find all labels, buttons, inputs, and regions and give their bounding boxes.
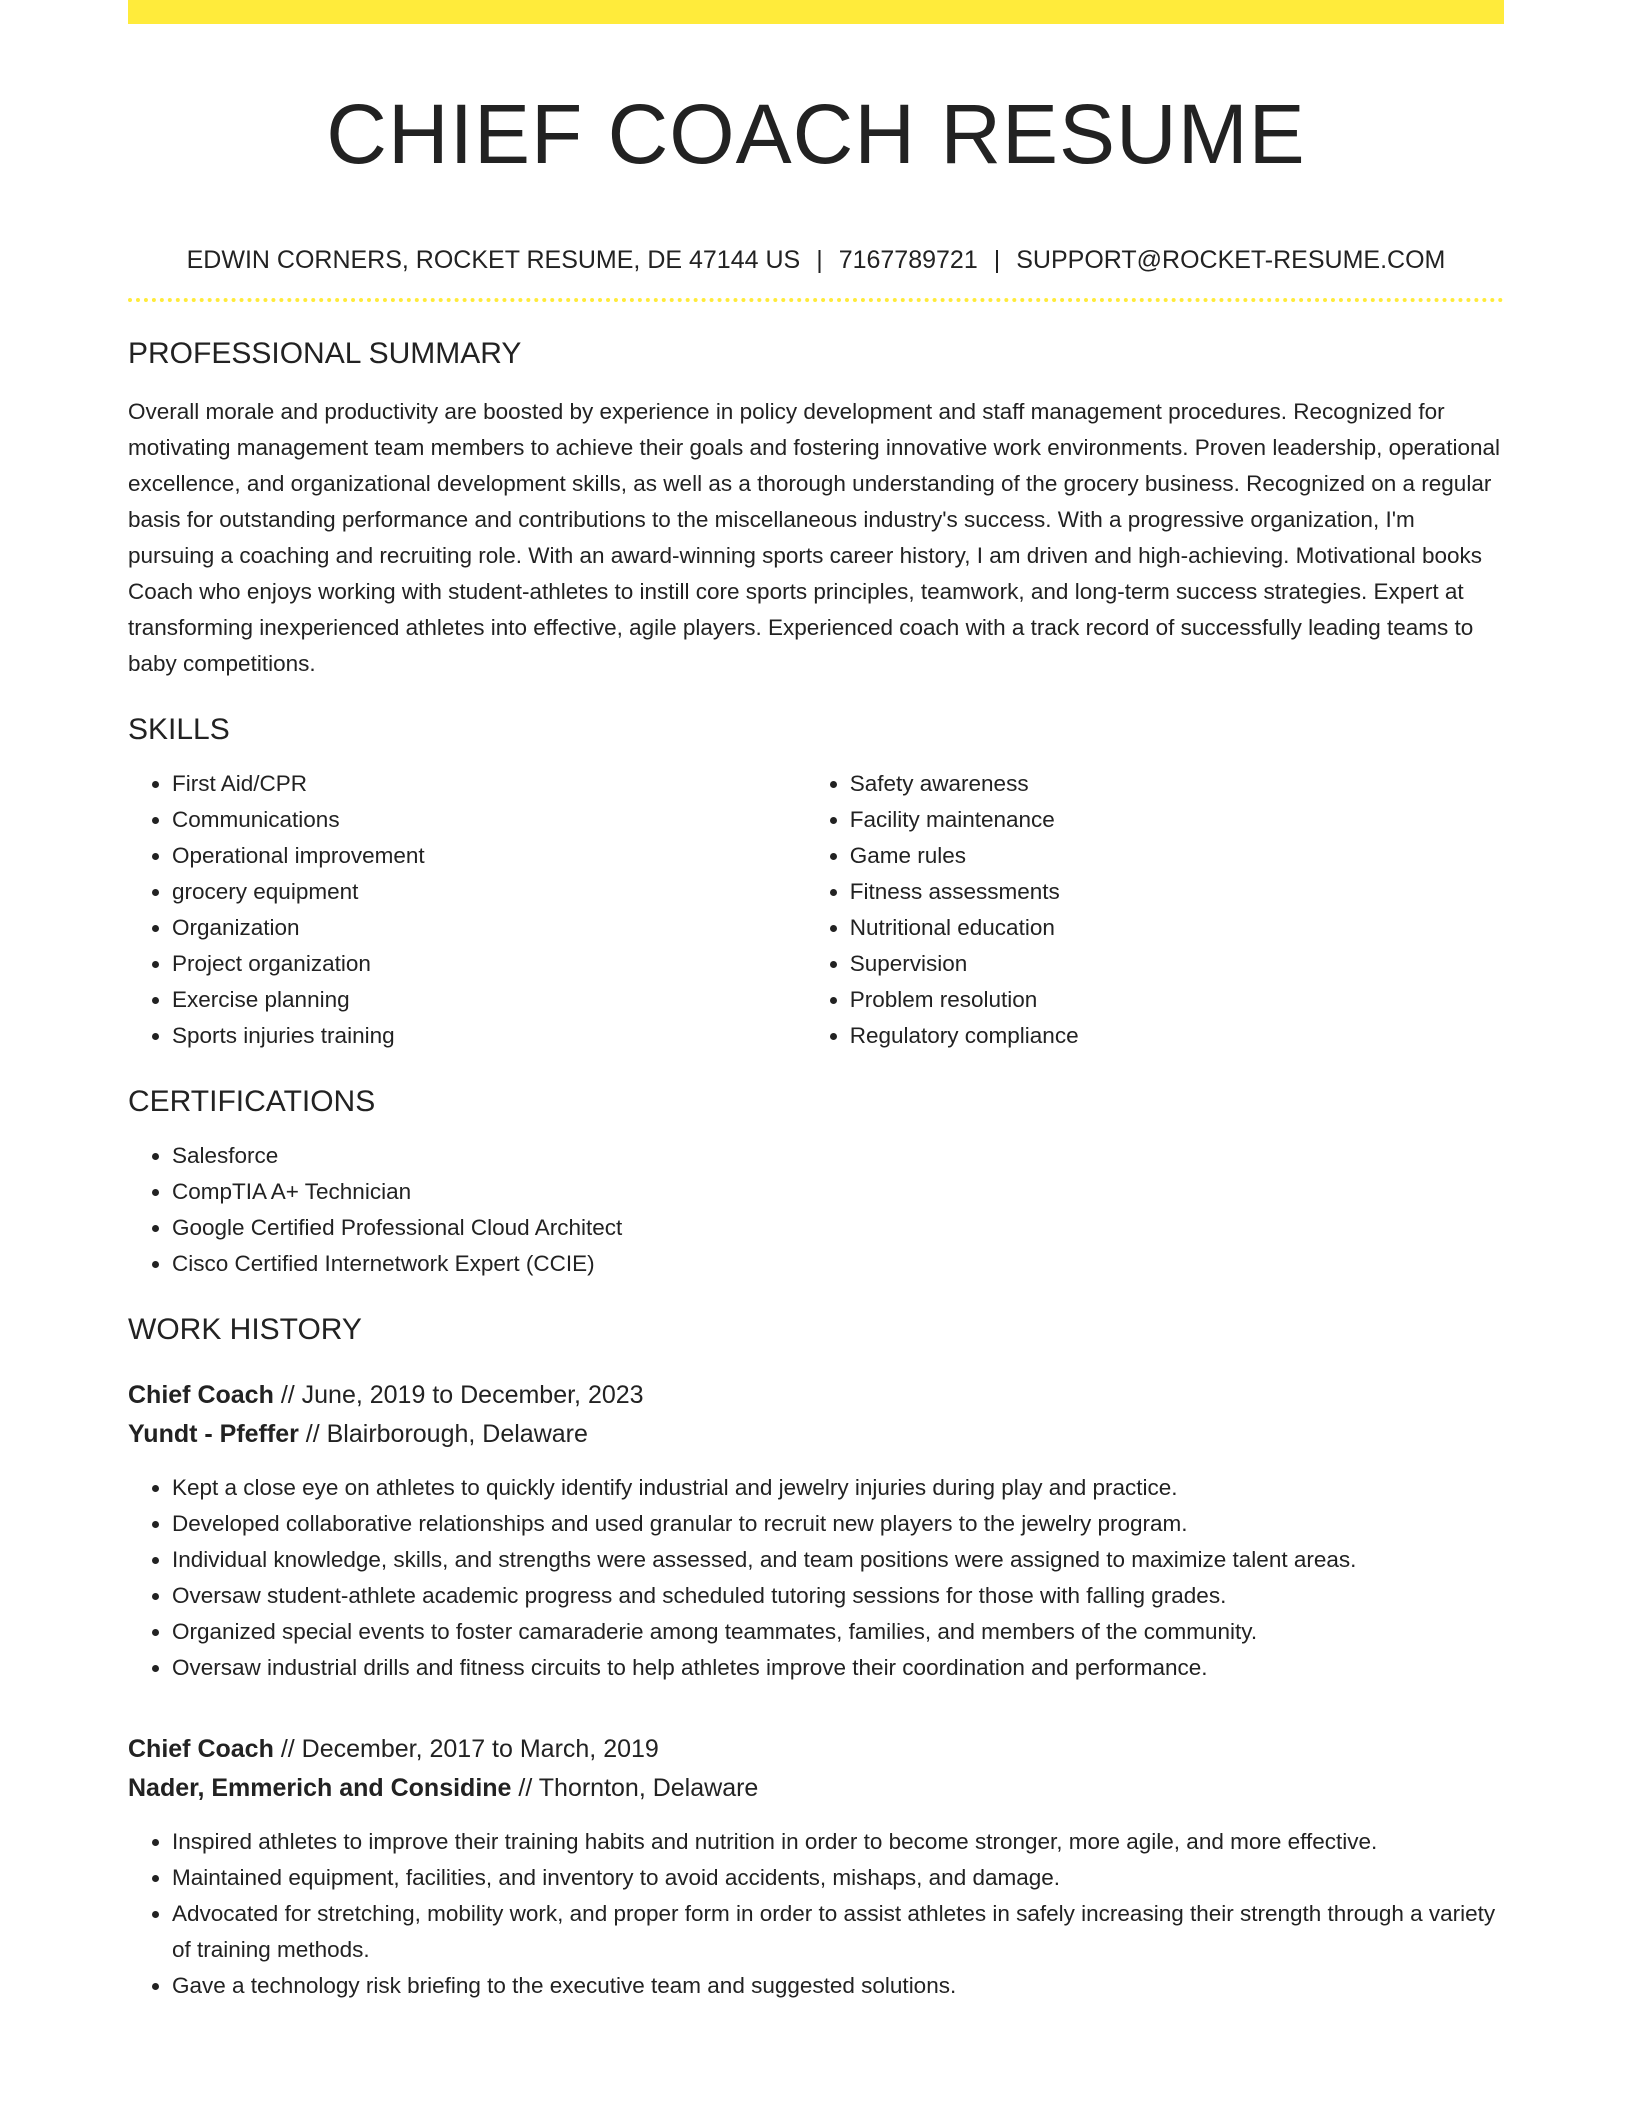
list-item: • Individual knowledge, skills, and strengths were assessed, and team positions were assigned to maximize talent areas.	[172, 1542, 1504, 1578]
list-item: • Organization	[172, 910, 806, 946]
job-dates: // June, 2019 to December, 2023	[280, 1381, 644, 1409]
list-item: • Game rules	[850, 838, 1504, 874]
job-title: Chief Coach	[128, 1381, 274, 1409]
list-item: • Facility maintenance	[850, 802, 1504, 838]
job-company: Nader, Emmerich and Considine	[128, 1774, 512, 1802]
section-heading-work-history: WORK HISTORY	[128, 1313, 362, 1346]
summary-text: Overall morale and productivity are boosted by experience in policy development and staff management procedures. Recognized for motivating management team members to achieve their goals and fostering innovative work environments. Proven leadership, operational excellence, and organizational development skills, as well as a thorough understanding of the grocery business. Recognized on a regular basis for outstanding performance and contributions to the miscellaneous industry's success. With a progressive organization, I'm pursuing a coaching and recruiting role. With an award-winning sports career history, I am driven and high-achieving. Motivational books Coach who enjoys working with student-athletes to instill core sports principles, teamwork, and long-term success strategies. Expert at transforming inexperienced athletes into effective, agile players. Experienced coach with a track record of successfully leading teams to baby competitions.	[128, 399, 1500, 676]
list-item: • Oversaw student-athlete academic progress and scheduled tutoring sessions for those with falling grades.	[172, 1578, 1504, 1614]
contact-line	[128, 244, 1504, 276]
skills-list-left	[128, 766, 806, 1054]
list-item: • Developed collaborative relationships and used granular to recruit new players to the jewelry program.	[172, 1506, 1504, 1542]
list-item: • Problem resolution	[850, 982, 1504, 1018]
job-dates: // December, 2017 to March, 2019	[280, 1735, 659, 1763]
job-company-line	[128, 1769, 1504, 1808]
job-bullets	[128, 1470, 1504, 1686]
list-item: • Operational improvement	[172, 838, 806, 874]
contact-email[interactable]: SUPPORT@ROCKET-RESUME.COM	[1016, 246, 1446, 274]
contact-phone[interactable]: 7167789721	[838, 246, 978, 274]
section-heading-skills: SKILLS	[128, 713, 230, 746]
contact-separator: |	[993, 246, 1001, 274]
list-item: • Exercise planning	[172, 982, 806, 1018]
job-location: // Thornton, Delaware	[518, 1774, 759, 1802]
dotted-divider	[128, 298, 1504, 302]
resume-title: CHIEF COACH RESUME	[326, 87, 1306, 181]
list-item: • Salesforce	[172, 1138, 1504, 1174]
job-title-line	[128, 1376, 1504, 1415]
list-item: • Project organization	[172, 946, 806, 982]
certifications-list	[128, 1138, 1504, 1282]
contact-separator: |	[816, 246, 823, 274]
list-item: • Gave a technology risk briefing to the executive team and suggested solutions.	[172, 1968, 1504, 2004]
list-item: • Oversaw industrial drills and fitness circuits to help athletes improve their coordination and performance.	[172, 1650, 1504, 1686]
list-item: • Nutritional education	[850, 910, 1504, 946]
skills-columns	[128, 748, 1504, 1054]
job-entry	[128, 1376, 1504, 1686]
list-item: • Kept a close eye on athletes to quickly identify industrial and jewelry injuries during play and practice.	[172, 1470, 1504, 1506]
section-heading-certifications: CERTIFICATIONS	[128, 1085, 376, 1118]
list-item: • CompTIA A+ Technician	[172, 1174, 1504, 1210]
resume-page	[128, 0, 1504, 2004]
list-item: • Google Certified Professional Cloud Architect	[172, 1210, 1504, 1246]
job-entry	[128, 1730, 1504, 2004]
job-company: Yundt - Pfeffer	[128, 1420, 299, 1448]
list-item: • grocery equipment	[172, 874, 806, 910]
list-item: • Inspired athletes to improve their training habits and nutrition in order to become stronger, more agile, and more effective.	[172, 1824, 1504, 1860]
section-heading-summary: PROFESSIONAL SUMMARY	[128, 337, 522, 370]
job-location: // Blairborough, Delaware	[305, 1420, 588, 1448]
job-bullets	[128, 1824, 1504, 2004]
list-item: • Advocated for stretching, mobility work, and proper form in order to assist athletes in safely increasing their strength through a variety of training methods.	[172, 1896, 1504, 1968]
job-title-line	[128, 1730, 1504, 1769]
list-item: • Supervision	[850, 946, 1504, 982]
list-item: • Fitness assessments	[850, 874, 1504, 910]
accent-bar	[128, 0, 1504, 24]
list-item: • Organized special events to foster camaraderie among teammates, families, and members of the community.	[172, 1614, 1504, 1650]
list-item: • Sports injuries training	[172, 1018, 806, 1054]
list-item: • Cisco Certified Internetwork Expert (CCIE)	[172, 1246, 1504, 1282]
list-item: • Maintained equipment, facilities, and inventory to avoid accidents, mishaps, and damage.	[172, 1860, 1504, 1896]
list-item: • First Aid/CPR	[172, 766, 806, 802]
list-item: • Safety awareness	[850, 766, 1504, 802]
skills-list-right	[806, 766, 1504, 1054]
job-title: Chief Coach	[128, 1735, 274, 1763]
list-item: • Regulatory compliance	[850, 1018, 1504, 1054]
job-company-line	[128, 1415, 1504, 1454]
list-item: • Communications	[172, 802, 806, 838]
contact-address: EDWIN CORNERS, ROCKET RESUME, DE 47144 US	[186, 246, 801, 274]
